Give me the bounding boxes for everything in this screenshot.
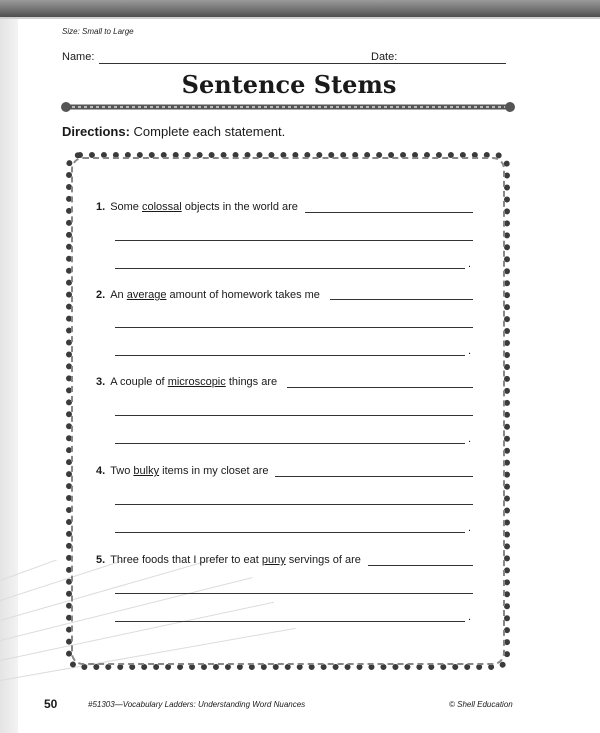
rope-divider: [60, 100, 516, 114]
question-after: servings of are: [285, 554, 361, 566]
directions: [62, 124, 285, 139]
question-after: amount of homework takes me: [166, 289, 320, 301]
answer-line[interactable]: [115, 504, 473, 505]
answer-line[interactable]: [115, 268, 465, 269]
line-end-period: .: [468, 345, 472, 357]
question-before: Some: [110, 201, 142, 213]
question-before: A couple of: [110, 376, 168, 388]
answer-line[interactable]: [368, 565, 473, 566]
answer-line[interactable]: [115, 621, 465, 622]
top-banner-bar: [0, 0, 600, 17]
vocabulary-word: bulky: [133, 465, 160, 477]
vocabulary-word: colossal: [141, 201, 182, 213]
answer-line[interactable]: [115, 327, 473, 328]
directions-text: Complete each statement.: [133, 124, 286, 139]
question-text: [96, 289, 320, 301]
page-title: Sentence Stems: [181, 70, 397, 99]
question-number: 1.: [96, 201, 106, 213]
answer-line[interactable]: [115, 355, 465, 356]
answer-line[interactable]: [115, 532, 465, 533]
question-before: An: [110, 289, 127, 301]
question-number: 3.: [96, 376, 106, 388]
question-text: [96, 376, 277, 388]
question-text: [96, 201, 298, 213]
name-field[interactable]: [99, 63, 419, 64]
name-label: Name:: [62, 51, 95, 63]
question-number: 5.: [96, 554, 106, 566]
size-label: Size: Small to Large: [62, 27, 134, 36]
question-text: [96, 465, 269, 477]
question-text: [96, 554, 361, 566]
question-before: Three foods that I prefer to eat: [110, 554, 262, 566]
line-end-period: .: [468, 611, 472, 623]
vocabulary-word: average: [126, 289, 167, 301]
question-after: things are: [225, 376, 278, 388]
line-end-period: .: [468, 433, 472, 445]
directions-label: Directions:: [62, 124, 130, 139]
answer-line[interactable]: [305, 212, 473, 213]
vocabulary-word: microscopic: [167, 376, 226, 388]
answer-line[interactable]: [115, 415, 473, 416]
answer-line[interactable]: [115, 240, 473, 241]
publisher: © Shell Education: [449, 700, 513, 709]
page-number: 50: [44, 697, 58, 711]
question-after: items in my closet are: [159, 465, 269, 477]
date-label: Date:: [371, 51, 398, 63]
date-field[interactable]: [400, 63, 506, 64]
answer-line[interactable]: [115, 593, 473, 594]
question-before: Two: [110, 465, 134, 477]
line-end-period: .: [468, 522, 472, 534]
answer-line[interactable]: [330, 299, 473, 300]
question-after: objects in the world are: [181, 201, 298, 213]
book-title: #51303—Vocabulary Ladders: Understanding Word Nuances: [88, 700, 306, 709]
line-end-period: .: [468, 258, 472, 270]
question-number: 2.: [96, 289, 106, 301]
answer-line[interactable]: [115, 443, 465, 444]
question-number: 4.: [96, 465, 106, 477]
vocabulary-word: puny: [261, 554, 286, 566]
answer-line[interactable]: [275, 476, 473, 477]
answer-line[interactable]: [287, 387, 473, 388]
